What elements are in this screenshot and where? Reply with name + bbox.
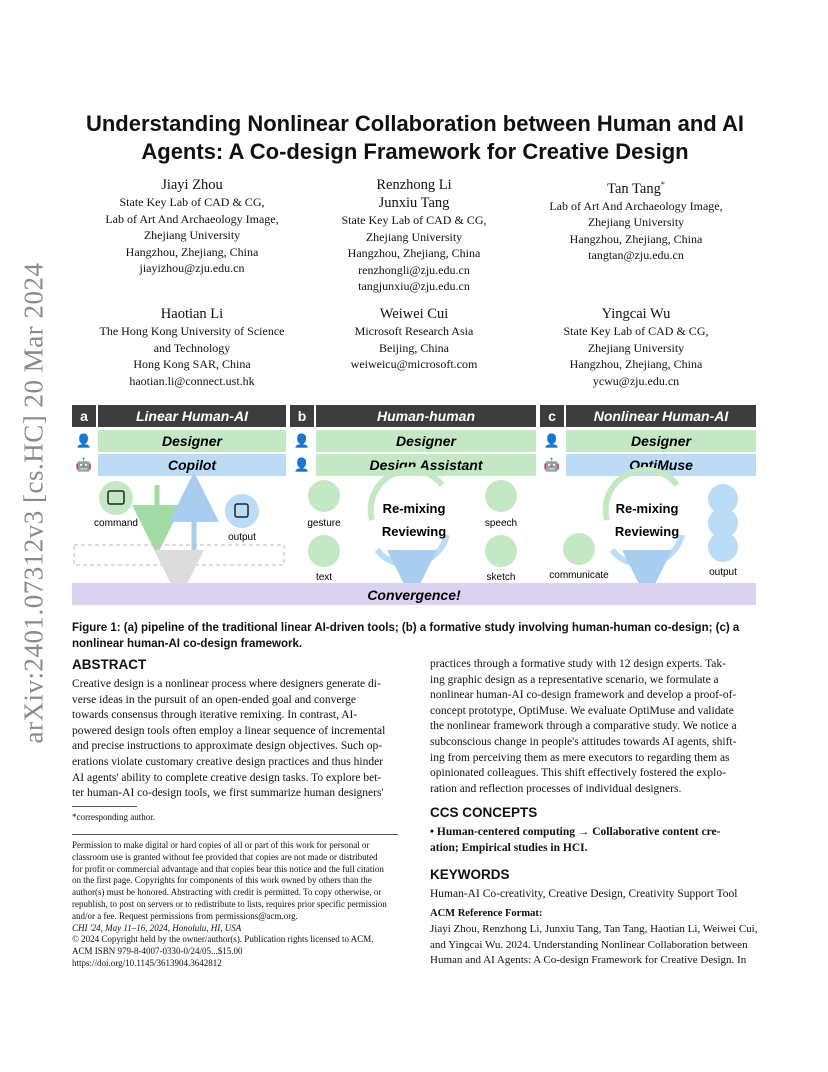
corresponding-mark: * <box>660 180 665 189</box>
author-aff: Microsoft Research Asia <box>354 324 474 338</box>
acm-ref-heading: ACM Reference Format: <box>430 908 543 919</box>
ccs-heading: CCS CONCEPTS <box>430 805 538 820</box>
acm-ref-line: and Yingcai Wu. 2024. Understanding Nonlinear Collaboration between <box>430 938 748 951</box>
icon-label: output <box>709 567 737 578</box>
person-icon: 👤 <box>293 457 311 472</box>
remix-label: Re-mixing <box>615 501 679 516</box>
author-name: Haotian Li <box>160 306 224 322</box>
abstract-line: towards consensus through iterative remixing. In contrast, AI- <box>72 709 358 722</box>
command-icon <box>99 481 133 515</box>
author-aff: Hangzhou, Zhejiang, China <box>125 244 259 259</box>
author-email[interactable]: haotian.li@connect.ust.hk <box>129 373 255 388</box>
figure-1 <box>72 405 756 610</box>
output-icon <box>708 532 738 562</box>
panel-b <box>290 405 536 583</box>
icon-label: speech <box>484 518 518 529</box>
ccs-line: • Human-centered computing → Collaborative content cre- <box>430 826 721 838</box>
permission-line: republish, to post on servers or to redistribute to lists, requires prior specific permission <box>72 898 387 909</box>
author-name: Weiwei Cui <box>379 306 449 322</box>
panel-letter: b <box>297 408 307 424</box>
abstract-line: verse ideas in the pursuit of an open-ended goal and converge <box>72 693 356 706</box>
author-block <box>294 176 534 295</box>
paper-title <box>70 110 760 166</box>
author-block <box>516 176 756 264</box>
gap-label: gap <box>166 547 192 563</box>
icon-label: gesture <box>307 518 341 529</box>
gesture-icon <box>308 480 340 512</box>
role-label: Designer <box>631 433 691 449</box>
text-icon <box>308 535 340 567</box>
author-aff: State Key Lab of CAD & CG, <box>563 324 709 338</box>
role-label: OptiMuse <box>629 457 693 473</box>
author-email[interactable]: weiweicu@microsoft.com <box>350 357 478 371</box>
author-block <box>72 176 312 277</box>
person-icon: 👤 <box>543 433 561 448</box>
acm-ref-line: Jiayi Zhou, Renzhong Li, Junxiu Tang, Tan Tang, Haotian Li, Weiwei Cui, <box>430 923 758 935</box>
title-line: Understanding Nonlinear Collaboration between Human and AI <box>85 111 744 136</box>
role-label: Designer <box>162 433 222 449</box>
copyright-line: ACM ISBN 979-8-4007-0330-0/24/05...$15.00 <box>72 946 243 957</box>
author-email[interactable]: jiayizhou@zju.edu.cn <box>139 261 245 275</box>
author-aff: Zhejiang University <box>587 340 685 355</box>
conference-line: CHI '24, May 11–16, 2024, Honolulu, HI, USA <box>72 922 242 933</box>
role-label: Design Assistant <box>369 457 483 473</box>
author-block <box>72 305 312 389</box>
author-name: Tan Tang <box>607 180 661 197</box>
icon-label: communicate <box>549 570 609 581</box>
communicate-icon <box>563 533 595 565</box>
abstract-line: nonlinear human-AI co-design framework and develop a proof-of- <box>430 689 737 702</box>
permission-line: for profit or commercial advantage and that copies bear this notice and the full citation <box>72 863 384 874</box>
abstract-line: ing graphic design as a representative scenario, we formulate a <box>430 673 719 686</box>
abstract-right <box>430 657 756 797</box>
author-block <box>294 305 534 373</box>
permission-line: author(s) must be honored. Abstracting with credit is permitted. To copy otherwise, or <box>72 887 382 898</box>
author-aff: Zhejiang University <box>365 229 463 244</box>
author-name: Jiayi Zhou <box>161 177 223 193</box>
author-aff: State Key Lab of CAD & CG, <box>119 195 265 209</box>
acm-reference <box>430 922 760 969</box>
abstract-heading: ABSTRACT <box>72 657 147 672</box>
author-aff: Beijing, China <box>379 340 449 355</box>
person-icon: 👤 <box>293 433 311 448</box>
arxiv-sidebar <box>14 262 54 744</box>
author-email[interactable]: renzhongli@zju.edu.cn <box>358 262 470 277</box>
role-label: Designer <box>396 433 456 449</box>
sketch-icon <box>485 535 517 567</box>
author-aff: Lab of Art And Archaeology Image, <box>105 211 279 226</box>
icon-label: output <box>228 532 256 543</box>
author-name: Yingcai Wu <box>601 306 671 322</box>
author-aff: Zhejiang University <box>143 228 241 242</box>
permission-line: and/or a fee. Request permissions from permissions@acm.org. <box>72 910 298 921</box>
author-aff: State Key Lab of CAD & CG, <box>341 213 487 227</box>
author-block <box>516 305 756 389</box>
abstract-line: Creative design is a nonlinear process where designers generate di- <box>72 678 381 690</box>
author-aff: The Hong Kong University of Science <box>99 324 285 338</box>
abstract-left <box>72 677 398 802</box>
keywords-heading: KEYWORDS <box>430 867 510 882</box>
author-aff: Zhejiang University <box>587 215 685 230</box>
abstract-line: AI agents' ability to complete creative design tasks. To explore bet- <box>72 771 382 784</box>
permission-block <box>72 840 402 970</box>
author-aff: Lab of Art And Archaeology Image, <box>549 198 723 213</box>
footnote-rule <box>72 806 137 807</box>
title-line: Agents: A Co-design Framework for Creative Design <box>141 139 689 164</box>
person-icon: 👤 <box>75 433 93 448</box>
review-label: Reviewing <box>381 524 447 539</box>
output-icon <box>225 494 259 528</box>
panel-a <box>72 405 286 575</box>
figure-caption <box>72 620 758 652</box>
acm-ref-line: Human and AI Agents: A Co-design Framework for Creative Design. In <box>430 954 747 967</box>
panel-header: Nonlinear Human-AI <box>593 408 729 424</box>
panel-c <box>540 405 756 581</box>
abstract-line: practices through a formative study with 12 design experts. Tak- <box>430 658 726 670</box>
abstract-line: the nonlinear framework through a comparative study. We notice a <box>430 720 737 733</box>
author-aff: Hangzhou, Zhejiang, China <box>569 231 703 246</box>
convergence-label: Convergence! <box>367 587 461 603</box>
icon-label: command <box>94 518 138 529</box>
footnote: *corresponding author. <box>72 812 155 822</box>
role-label: Copilot <box>167 457 217 473</box>
copyright-line: © 2024 Copyright held by the owner/author(s). Publication rights licensed to ACM. <box>72 934 374 945</box>
icon-label: text <box>315 572 333 583</box>
abstract-line: concept prototype, OptiMuse. We evaluate OptiMuse and validate <box>430 704 734 717</box>
speech-icon <box>485 480 517 512</box>
abstract-line: subconscious change in people's attitudes towards AI agents, shift- <box>430 735 737 748</box>
ccs-concepts <box>430 825 760 856</box>
abstract-line: powered design tools often employ a linear sequence of incremental <box>72 724 386 737</box>
ccs-line: ation; Empirical studies in HCI. <box>430 841 588 854</box>
abstract-line: and precise instructions to approximate design objectives. Such op- <box>72 740 383 753</box>
author-email[interactable]: tangtan@zju.edu.cn <box>588 248 684 263</box>
author-name: Renzhong Li <box>376 177 452 193</box>
panel-header: Linear Human-AI <box>135 408 249 424</box>
caption-line: nonlinear human-AI co-design framework. <box>72 638 303 650</box>
permission-line: classroom use is granted without fee provided that copies are not made or distributed <box>72 851 378 862</box>
caption-line: Figure 1: (a) pipeline of the traditional linear AI-driven tools; (b) a formative study involving human-human co-design; (c) a <box>72 622 740 634</box>
abstract-line: opinionated colleagues. This shift effectively fostered the explo- <box>430 767 726 780</box>
permission-line: on the first page. Copyrights for components of this work owned by others than the <box>72 875 372 886</box>
panel-letter: a <box>80 408 88 424</box>
robot-icon: 🤖 <box>543 457 561 472</box>
remix-label: Re-mixing <box>382 501 446 516</box>
permission-line: Permission to make digital or hard copies of all or part of this work for personal or <box>72 840 370 850</box>
author-aff: Hangzhou, Zhejiang, China <box>347 246 481 260</box>
review-label: Reviewing <box>614 524 680 539</box>
keywords: Human-AI Co-creativity, Creative Design, Creativity Support Tool <box>430 888 738 900</box>
arxiv-id: arXiv:2401.07312v3 [cs.HC] 20 Mar 2024 <box>18 262 49 744</box>
robot-icon: 🤖 <box>75 457 93 472</box>
author-aff: and Technology <box>153 340 231 355</box>
abstract-line: ter human-AI co-design tools, we first summarize human designers' <box>72 787 384 800</box>
panel-header: Human-human <box>377 408 475 424</box>
permission-rule <box>72 834 398 835</box>
doi-link[interactable]: https://doi.org/10.1145/3613904.3642812 <box>72 957 222 968</box>
panel-letter: c <box>548 408 556 424</box>
abstract-line: erations violate customary creative design practices and thus hinder <box>72 755 384 768</box>
author-name: Junxiu Tang <box>378 195 450 211</box>
author-aff: Hangzhou, Zhejiang, China <box>569 357 703 371</box>
abstract-line: ration and reflection processes of individual designers. <box>430 782 682 795</box>
author-email[interactable]: ycwu@zju.edu.cn <box>592 373 680 388</box>
icon-label: sketch <box>486 572 516 583</box>
abstract-line: ing from perceiving them as mere executors to regarding them as <box>430 751 730 764</box>
author-aff: Hong Kong SAR, China <box>133 357 251 371</box>
author-email[interactable]: tangjunxiu@zju.edu.cn <box>358 279 470 293</box>
